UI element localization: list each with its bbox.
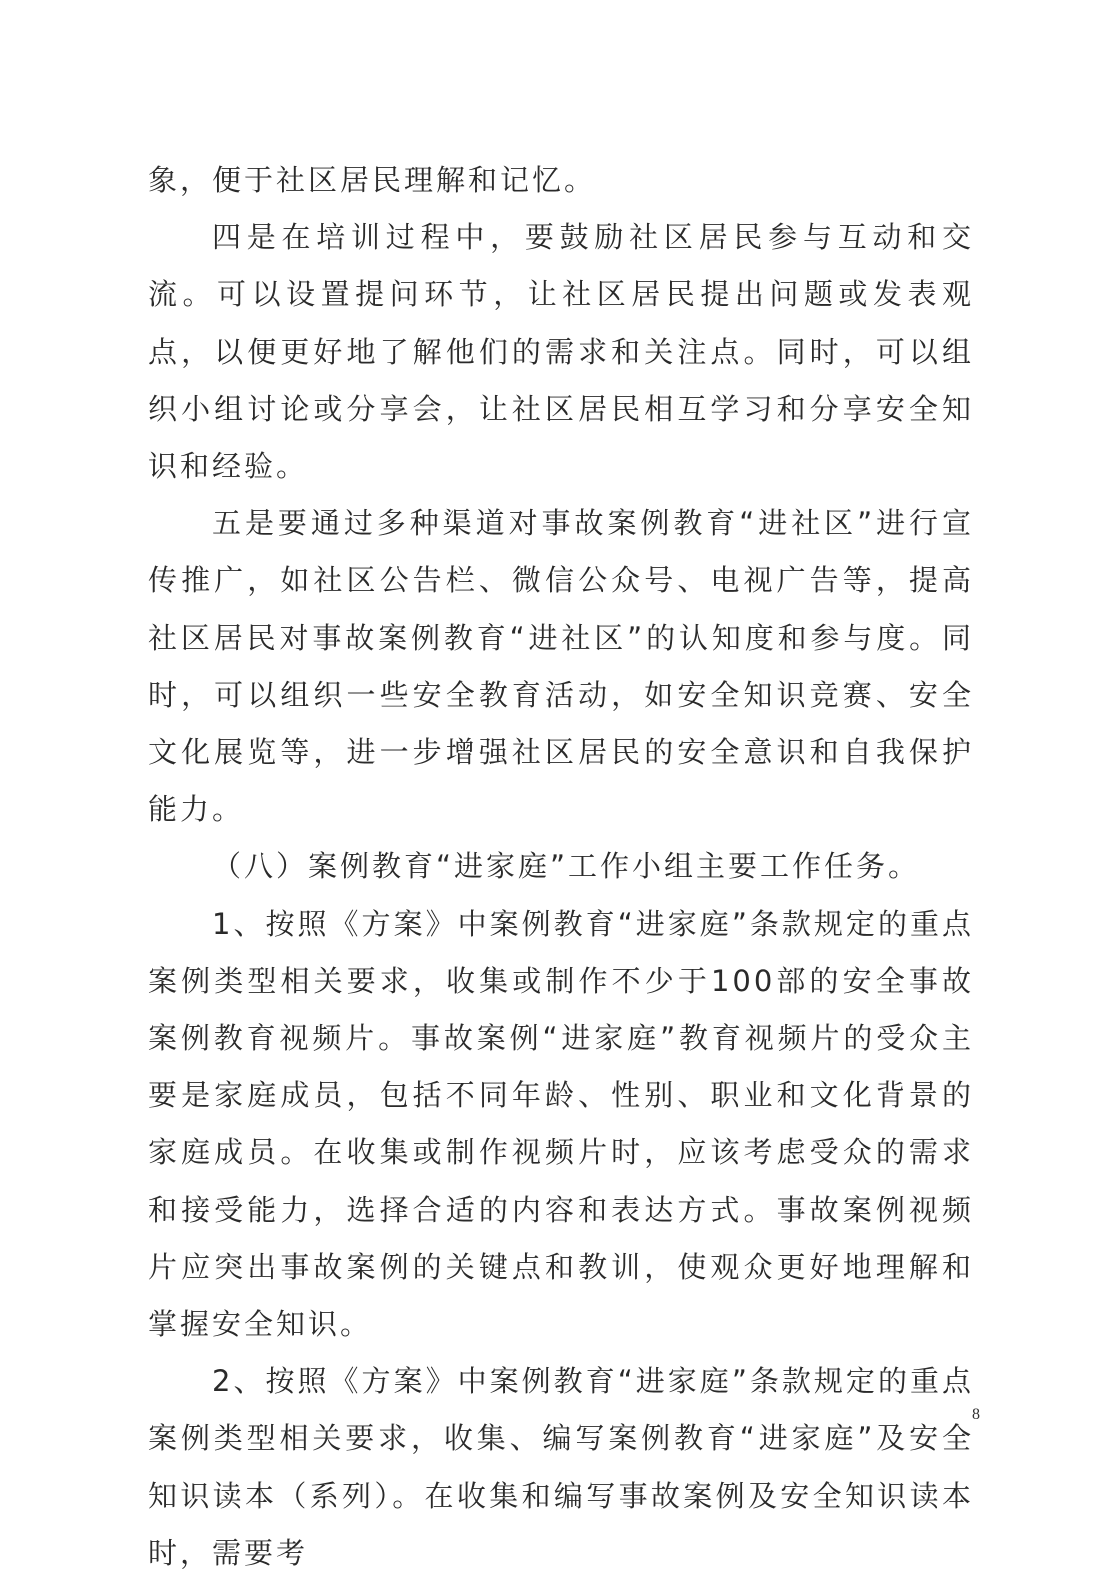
page-number: 8 xyxy=(972,1406,980,1423)
paragraph-item-1: 1、按照《方案》中案例教育“进家庭”条款规定的重点案例类型相关要求，收集或制作不少于100部的安全事故案例教育视频片。事故案例“进家庭”教育视频片的受众主要是家庭成员，包括不同年龄、性别、职业和文化背景的家庭成员。在收集或制作视频片时，应该考虑受众的需求和接受能力，选择合适的内容和表达方式。事故案例视频片应突出事故案例的关键点和教训，使观众更好地理解和掌握安全知识。 xyxy=(148,906,974,1342)
paragraph-3: 五是要通过多种渠道对事故案例教育“进社区”进行宣传推广，如社区公告栏、微信公众号、电视广告等，提高社区居民对事故案例教育“进社区”的认知度和参与度。同时，可以组织一些安全教育活动，如安全知识竞赛、安全文化展览等，进一步增强社区居民的安全意识和自我保护能力。 xyxy=(148,506,974,827)
paragraph-2: 四是在培训过程中，要鼓励社区居民参与互动和交流。可以设置提问环节，让社区居民提出问题或发表观点，以便更好地了解他们的需求和关注点。同时，可以组织小组讨论或分享会，让社区居民相互学习和分享安全知识和经验。 xyxy=(148,220,974,484)
body-text xyxy=(148,152,974,1582)
section-heading-8: （八）案例教育“进家庭”工作小组主要工作任务。 xyxy=(212,849,921,884)
paragraph-1: 象，便于社区居民理解和记忆。 xyxy=(148,163,597,197)
paragraph-item-2: 2、按照《方案》中案例教育“进家庭”条款规定的重点案例类型相关要求，收集、编写案例教育“进家庭”及安全知识读本（系列）。在收集和编写事故案例及安全知识读本时，需要考 xyxy=(148,1364,974,1570)
